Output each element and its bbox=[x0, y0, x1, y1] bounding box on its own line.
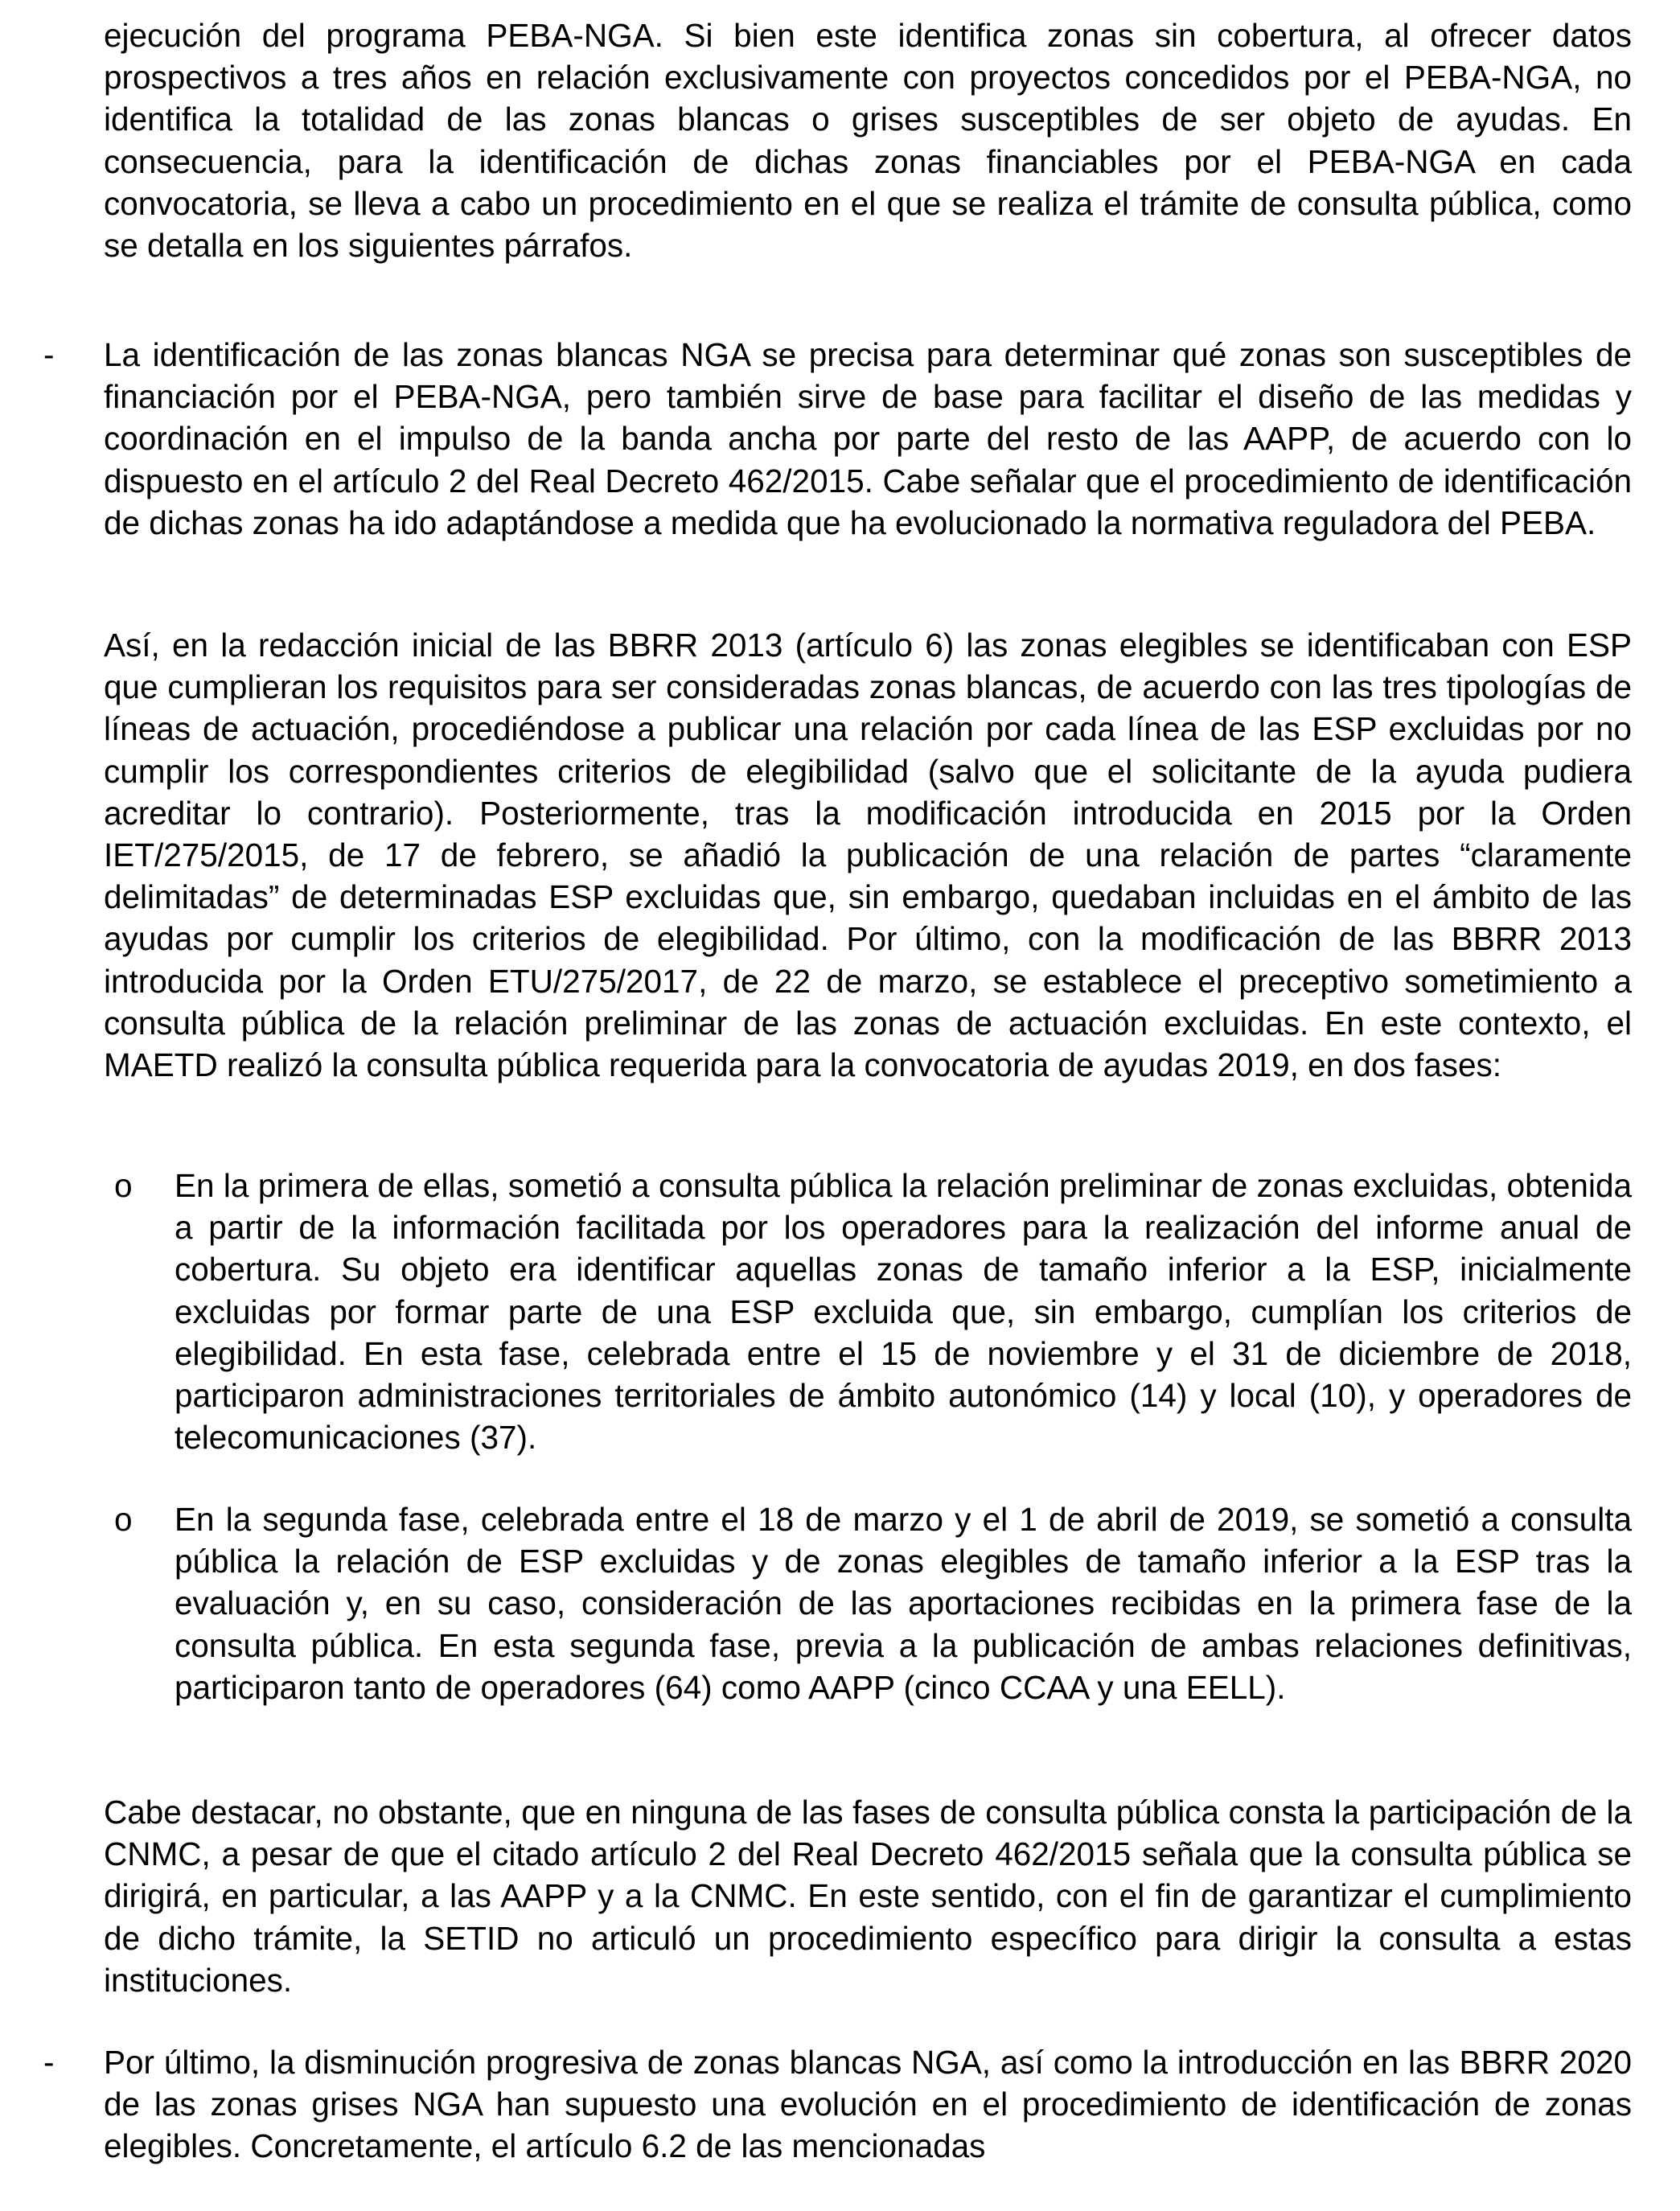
sub-item-primera-fase: En la primera de ellas, sometió a consulta pública la relación preliminar de zonas excluidas, obtenida a partir de la información facilitada por los operadores para la realización del informe anual de cobertura. Su objeto era identificar aquellas zonas de tamaño inferior a la ESP, inicialmente excluidas por formar parte de una ESP excluida que, sin embargo, cumplían los criterios de elegibilidad. En esta fase, celebrada entre el 15 de noviembre y el 31 de diciembre de 2018, participaron administraciones territoriales de ámbito autonómico (14) y local (10), y operadores de telecomunicaciones (37). bbox=[175, 1167, 1632, 1457]
bullet-circle: o bbox=[114, 1167, 133, 1204]
paragraph-bbrr-2013: Así, en la redacción inicial de las BBRR 2013 (artículo 6) las zonas elegibles se identificaban con ESP que cumplieran los requisitos para ser consideradas zonas blancas, de acuerdo con las tres tipologías de líneas de actuación, procediéndose a publicar una relación por cada línea de las ESP excluidas por no cumplir los correspondientes criterios de elegibilidad (salvo que el solicitante de la ayuda pudiera acreditar lo contrario). Posteriormente, tras la modificación introducida en 2015 por la Orden IET/275/2015, de 17 de febrero, se añadió la publicación de una relación de partes “claramente delimitadas” de determinadas ESP excluidas que, sin embargo, quedaban incluidas en el ámbito de las ayudas por cumplir los criterios de elegibilidad. Por último, con la modificación de las BBRR 2013 introducida por la Orden ETU/275/2017, de 22 de marzo, se establece el preceptivo sometimiento a consulta pública de la relación preliminar de las zonas de actuación excluidas. En este contexto, el MAETD realizó la consulta pública requerida para la convocatoria de ayudas 2019, en dos fases: bbox=[104, 627, 1632, 1084]
paragraph-zonas-blancas: La identificación de las zonas blancas NGA se precisa para determinar qué zonas son susceptibles de financiación por el PEBA-NGA, pero también sirve de base para facilitar el diseño de las medidas y coordinación en el impulso de la banda ancha por parte del resto de las AAPP, de acuerdo con lo dispuesto en el artículo 2 del Real Decreto 462/2015. Cabe señalar que el procedimiento de identificación de dichas zonas ha ido adaptándose a medida que ha evolucionado la normativa reguladora del PEBA. bbox=[104, 336, 1632, 541]
bullet-circle: o bbox=[114, 1501, 133, 1538]
paragraph-cnmc: Cabe destacar, no obstante, que en ninguna de las fases de consulta pública consta la participación de la CNMC, a pesar de que el citado artículo 2 del Real Decreto 462/2015 señala que la consulta pública se dirigirá, en particular, a las AAPP y a la CNMC. En este sentido, con el fin de garantizar el cumplimiento de dicho trámite, la SETID no articuló un procedimiento específico para dirigir la consulta a estas instituciones. bbox=[104, 1794, 1632, 1999]
paragraph-continuation: ejecución del programa PEBA-NGA. Si bien este identifica zonas sin cobertura, al ofrecer datos prospectivos a tres años en relación exclusivamente con proyectos concedidos por el PEBA-NGA, no identifica la totalidad de las zonas blancas o grises susceptibles de ser objeto de ayudas. En consecuencia, para la identificación de dichas zonas financiables por el PEBA-NGA en cada convocatoria, se lleva a cabo un procedimiento en el que se realiza el trámite de consulta pública, como se detalla en los siguientes párrafos. bbox=[104, 17, 1632, 265]
bullet-dash: - bbox=[43, 336, 55, 373]
bullet-dash: - bbox=[43, 2044, 55, 2081]
paragraph-zonas-grises: Por último, la disminución progresiva de zonas blancas NGA, así como la introducción en las BBRR 2020 de las zonas grises NGA han supuesto una evolución en el procedimiento de identificación de zonas elegibles. Concretamente, el artículo 6.2 de las mencionadas bbox=[104, 2044, 1632, 2165]
sub-item-segunda-fase: En la segunda fase, celebrada entre el 18 de marzo y el 1 de abril de 2019, se sometió a consulta pública la relación de ESP excluidas y de zonas elegibles de tamaño inferior a la ESP tras la evaluación y, en su caso, consideración de las aportaciones recibidas en la primera fase de la consulta pública. En esta segunda fase, previa a la publicación de ambas relaciones definitivas, participaron tanto de operadores (64) como AAPP (cinco CCAA y una EELL). bbox=[175, 1501, 1632, 1706]
